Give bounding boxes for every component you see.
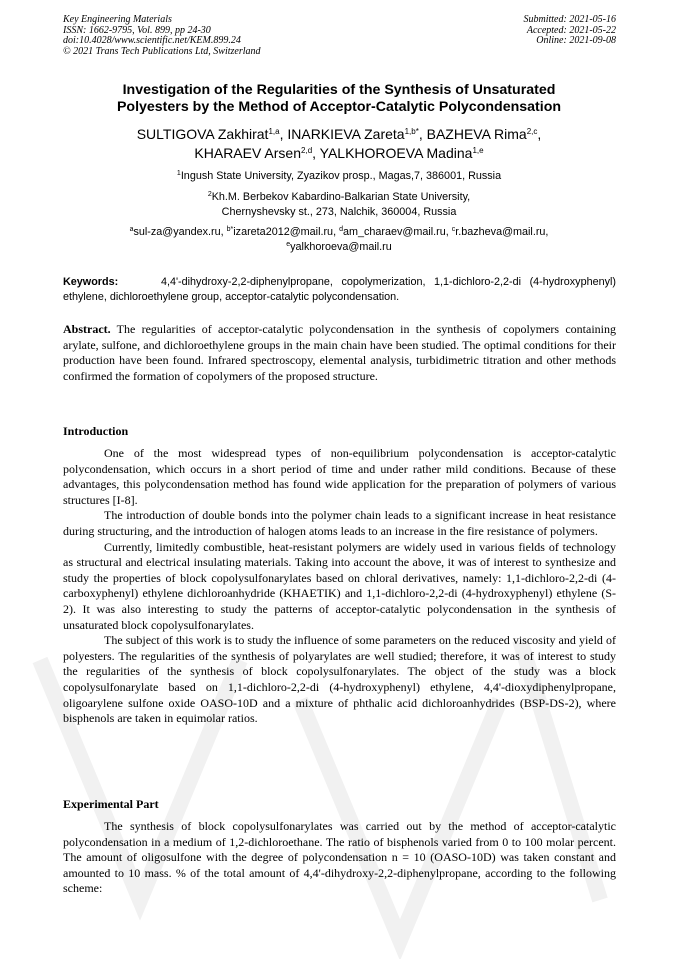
- affiliation-1: $^1$Ingush State University, Zyazikov prosp., Magas,7, 386001, Russia: [176, 170, 502, 182]
- online-date: Online: 2021-09-08: [536, 35, 616, 47]
- paragraph: The introduction of double bonds into the polymer chain leads to a significant increase in heat resistance during structuring, and the introduction of halogen atoms leads to an increase in the fire resistance of polymers.: [63, 508, 616, 538]
- copyright-line: © 2021 Trans Tech Publications Ltd, Switzerland: [63, 45, 261, 57]
- paragraph: The subject of this work is to study the influence of some parameters on the reduced viscosity and yield of polyesters. The regularities of the synthesis of polyarylates are well studied; therefore, it was of interest to study the regularities of the synthesis of block copolysulfonarylates. The object of the study was a block copolysulfonarylate based on 1,1-dichloro-2,2-di (4-hydroxyphenyl) ethylene, 4,4'-dioxydiphenylpropane, oligoarylene sulfone oxide OASO-10D and a mixture of phthalic acid dichloroanhydrides (BSP-DS-2), where bisphenols are taken in equimolar ratios.: [63, 633, 616, 726]
- submitted-date: Submitted: 2021-05-16: [523, 14, 616, 25]
- author-name: KHARAEV Arsen: [194, 145, 302, 161]
- author-affiliation-mark: 1,a: [268, 127, 280, 136]
- section-heading-introduction: Introduction: [63, 424, 129, 438]
- doi-line: doi:10.4028/www.scientific.net/KEM.899.24: [63, 35, 241, 47]
- paragraph: The synthesis of block copolysulfonarylates was carried out by the method of acceptor-catalytic polycondensation in a medium of 1,2-dichloroethane. The ratio of bisphenols varied from 0 to 100 molar percent. The amount of oligosulfone with the degree of polycondensation n = 10 (OASO-10D) was taken constant and amounted to 10 mass. % of the total amount of 4,4'-dihydroxy-2,2-diphenylpropane, according to the following scheme:: [63, 819, 616, 896]
- author-list: SULTIGOVA Zakhirat$^{1,a}$, INARKIEVA Zareta$^{1,b*}$, BAZHEVA Rima$^{2,c}$, KHARAEV Arsen$^{2,d}$, YALKHOROEVA Madina$^{1,e}$: [136, 126, 542, 161]
- accepted-date: Accepted: 2021-05-22: [526, 24, 616, 36]
- issn-line: ISSN: 1662-9795, Vol. 899, pp 24-30: [63, 24, 211, 36]
- keywords: [63, 275, 616, 305]
- email-link[interactable]: izareta2012@mail.ru,: [233, 226, 340, 238]
- email-link[interactable]: am_charaev@mail.ru,: [342, 226, 452, 238]
- email-link[interactable]: yalkhoroeva@mail.ru: [290, 241, 392, 253]
- paragraph: Currently, limitedly combustible, heat-resistant polymers are widely used in various fields of technology as structural and electrical insulating materials. Taking into account the above, it was of interest to synthesize and study the properties of block copolysulfonarylates based on chloral derivatives, namely: 1,1-dichloro-2,2-di (4-carboxyphenyl) ethylene dichloroanhydride (KHAETIK) and 1,1-dichloro-2,2-di (4-hydroxyphenyl) ethylene (S-2). It was also interesting to study the patterns of acceptor-catalytic polycondensation in the synthesis of unsaturated block copolysulfonarylates.: [63, 539, 616, 632]
- keywords-label: Keywords:: [63, 276, 119, 288]
- keywords-text: 4,4'-dihydroxy-2,2-diphenylpropane, copolymerization, 1,1-dichloro-2,2-di (4-hydroxyphenyl) ethylene, dichloroethylene group, acceptor-catalytic polycondensation.: [63, 276, 616, 303]
- affiliation-2: $^2$Kh.M. Berbekov Kabardino-Balkarian State University, Chernyshevsky st., 273, Nalchik, 360004, Russia: [207, 191, 471, 218]
- paragraph: One of the most widespread types of non-equilibrium polycondensation is acceptor-catalytic polycondensation, which occurs in a short period of time and under rather mild conditions. Because of these advantages, this polycondensation method has found wide application for the preparation of polymers of various structures [I-8].: [63, 446, 616, 507]
- title-line-2: Polyesters by the Method of Acceptor-Catalytic Polycondensation: [116, 99, 562, 115]
- author-name: YALKHOROEVA Madina: [319, 145, 473, 161]
- journal-info: [63, 15, 261, 57]
- author-affiliation-mark: 2,d: [301, 146, 313, 155]
- author-emails: $^a$sul-za@yandex.ru, $^{b*}$izareta2012@mail.ru, $^d$am_charaev@mail.ru, $^c$r.bazheva@mail.ru, $^e$yalkhoroeva@mail.ru: [129, 226, 549, 253]
- publication-dates: [524, 15, 617, 47]
- abstract-text: The regularities of acceptor-catalytic polycondensation in the synthesis of copolymers containing arylate, sulfone, and dichloroethylene groups in the main chain have been studied. The optimal conditions for their production have been found. Infrared spectroscopy, elemental analysis, turbidimetric titration and other methods confirmed the formation of copolymers of the proposed structure.: [63, 322, 616, 383]
- paper-title: [40, 82, 638, 116]
- author-affiliation-mark: 1,b*: [404, 127, 419, 136]
- introduction-body: [63, 446, 616, 727]
- abstract-label: Abstract.: [63, 322, 111, 336]
- experimental-body: [63, 819, 616, 897]
- section-heading-experimental: Experimental Part: [63, 797, 159, 811]
- title-line-1: Investigation of the Regularities of the Synthesis of Unsaturated: [122, 82, 556, 98]
- author-name: SULTIGOVA Zakhirat: [136, 126, 269, 142]
- email-link[interactable]: r.bazheva@mail.ru,: [455, 226, 549, 238]
- abstract: [63, 322, 616, 384]
- email-link[interactable]: sul-za@yandex.ru,: [133, 226, 227, 238]
- author-name: INARKIEVA Zareta: [287, 126, 405, 142]
- author-name: BAZHEVA Rima: [426, 126, 527, 142]
- author-affiliation-mark: 2,c: [526, 127, 538, 136]
- author-affiliation-mark: 1,e: [472, 146, 484, 155]
- journal-name: Key Engineering Materials: [63, 14, 172, 25]
